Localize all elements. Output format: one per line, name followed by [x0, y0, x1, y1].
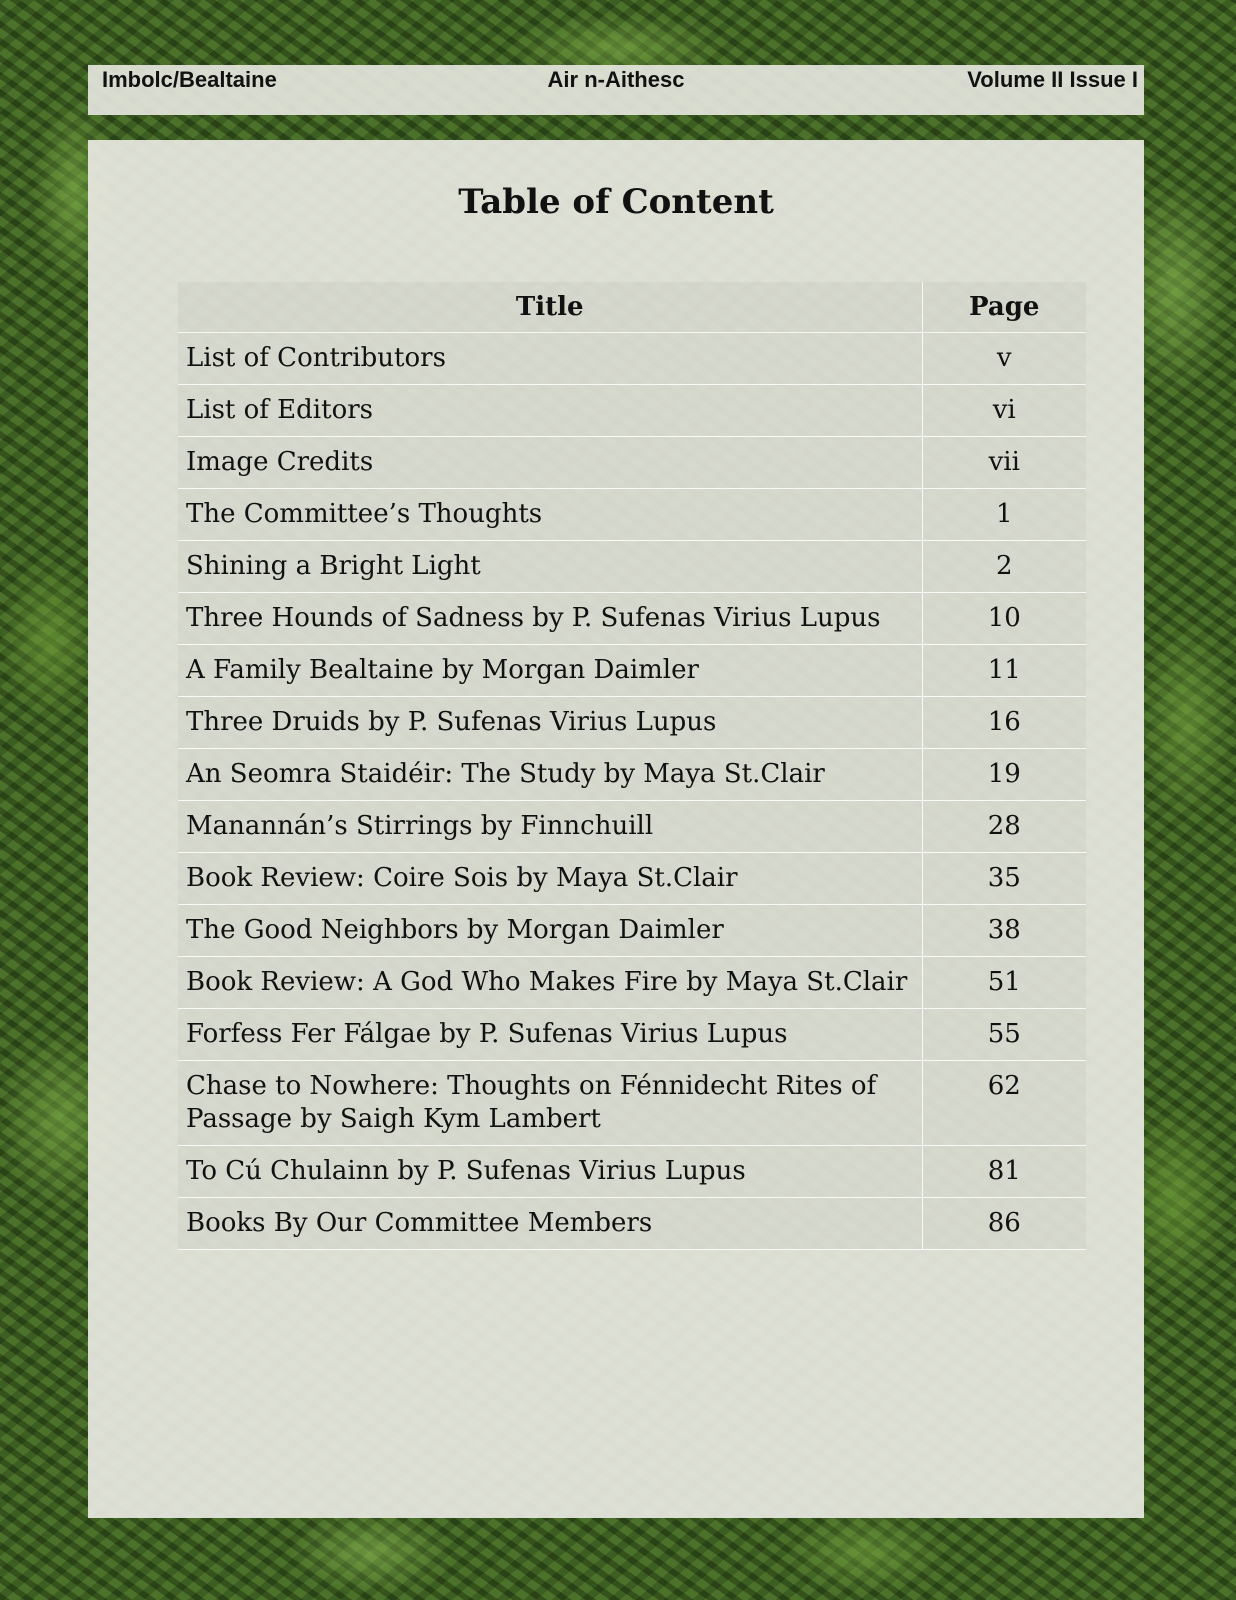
toc-entry-page: 2 — [922, 541, 1086, 593]
toc-entry-title: Shining a Bright Light — [178, 541, 922, 593]
toc-entry-page: 16 — [922, 697, 1086, 749]
header-journal-title: Air n-Aithesc — [547, 67, 685, 92]
toc-entry-page: 10 — [922, 593, 1086, 645]
toc-row — [178, 1146, 1086, 1198]
toc-entry-title: Image Credits — [178, 437, 922, 489]
column-header-title: Title — [178, 282, 922, 333]
toc-entry-page: vi — [922, 385, 1086, 437]
toc-row — [178, 853, 1086, 905]
running-header — [88, 65, 1144, 115]
toc-entry-page: 86 — [922, 1198, 1086, 1250]
toc-entry-page: 35 — [922, 853, 1086, 905]
toc-row — [178, 1009, 1086, 1061]
toc-entry-page: 38 — [922, 905, 1086, 957]
toc-entry-title: A Family Bealtaine by Morgan Daimler — [178, 645, 922, 697]
toc-row — [178, 957, 1086, 1009]
toc-row — [178, 541, 1086, 593]
toc-row — [178, 593, 1086, 645]
toc-row — [178, 749, 1086, 801]
toc-row — [178, 697, 1086, 749]
toc-entry-title: List of Editors — [178, 385, 922, 437]
toc-row — [178, 333, 1086, 385]
toc-entry-title: Books By Our Committee Members — [178, 1198, 922, 1250]
toc-entry-page: 51 — [922, 957, 1086, 1009]
toc-row — [178, 1061, 1086, 1146]
toc-entry-page: v — [922, 333, 1086, 385]
toc-entry-title: Three Hounds of Sadness by P. Sufenas Virius Lupus — [178, 593, 922, 645]
toc-row — [178, 489, 1086, 541]
toc-header-row — [178, 282, 1086, 333]
toc-entry-page: 11 — [922, 645, 1086, 697]
toc-table — [178, 282, 1086, 1250]
toc-row — [178, 905, 1086, 957]
toc-entry-title: Book Review: A God Who Makes Fire by Maya St.Clair — [178, 957, 922, 1009]
toc-entry-title: An Seomra Staidéir: The Study by Maya St.Clair — [178, 749, 922, 801]
content-panel — [88, 140, 1144, 1518]
toc-entry-title: The Committee’s Thoughts — [178, 489, 922, 541]
toc-entry-title: Chase to Nowhere: Thoughts on Fénnidecht Rites of Passage by Saigh Kym Lambert — [178, 1061, 922, 1146]
toc-entry-title: To Cú Chulainn by P. Sufenas Virius Lupus — [178, 1146, 922, 1198]
toc-entry-title: Three Druids by P. Sufenas Virius Lupus — [178, 697, 922, 749]
toc-entry-title: List of Contributors — [178, 333, 922, 385]
header-season: Imbolc/Bealtaine — [102, 67, 277, 92]
column-header-page: Page — [922, 282, 1086, 333]
toc-entry-page: 1 — [922, 489, 1086, 541]
toc-entry-title: The Good Neighbors by Morgan Daimler — [178, 905, 922, 957]
toc-entry-page: 81 — [922, 1146, 1086, 1198]
header-volume-issue: Volume II Issue I — [967, 67, 1138, 92]
toc-body — [178, 333, 1086, 1250]
toc-entry-page: 28 — [922, 801, 1086, 853]
toc-entry-page: vii — [922, 437, 1086, 489]
toc-entry-title: Forfess Fer Fálgae by P. Sufenas Virius Lupus — [178, 1009, 922, 1061]
toc-entry-title: Manannán’s Stirrings by Finnchuill — [178, 801, 922, 853]
toc-row — [178, 801, 1086, 853]
toc-entry-page: 55 — [922, 1009, 1086, 1061]
toc-row — [178, 437, 1086, 489]
toc-entry-page: 19 — [922, 749, 1086, 801]
toc-row — [178, 645, 1086, 697]
toc-row — [178, 1198, 1086, 1250]
toc-entry-page: 62 — [922, 1061, 1086, 1146]
toc-entry-title: Book Review: Coire Sois by Maya St.Clair — [178, 853, 922, 905]
toc-heading: Table of Content — [458, 182, 774, 222]
toc-row — [178, 385, 1086, 437]
